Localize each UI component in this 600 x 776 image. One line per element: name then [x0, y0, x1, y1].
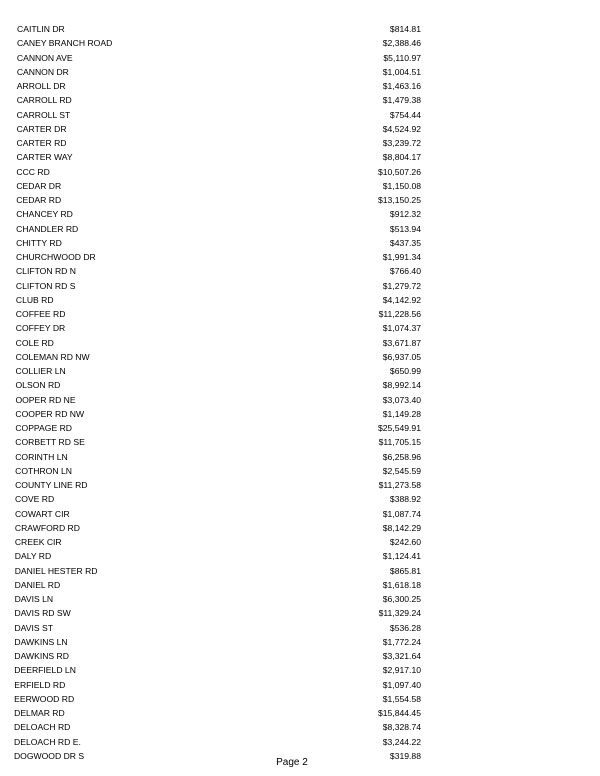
amount-value: $754.44 — [389, 109, 421, 120]
list-item — [0, 136, 600, 150]
list-item — [0, 236, 600, 250]
amount-value: $4,142.92 — [382, 294, 421, 305]
road-name: DELOACH RD — [14, 722, 71, 733]
road-name: CARTER RD — [16, 138, 67, 148]
road-name: CLUB RD — [15, 294, 54, 305]
amount-value: $8,328.74 — [382, 722, 421, 733]
amount-value: $814.81 — [389, 24, 421, 34]
list-item — [0, 378, 600, 392]
amount-value: $437.35 — [389, 237, 421, 248]
list-item — [0, 193, 600, 207]
amount-value: $11,228.56 — [378, 309, 421, 319]
road-name: CLIFTON RD N — [15, 266, 76, 277]
list-item — [0, 350, 600, 364]
list-item — [0, 222, 600, 236]
road-name: CARTER DR — [16, 123, 67, 134]
amount-value: $1,618.18 — [382, 579, 421, 590]
amount-value: $8,804.17 — [382, 152, 421, 163]
road-name: COWART CIR — [14, 508, 70, 519]
list-item — [0, 478, 600, 492]
road-name: ERFIELD RD — [14, 679, 66, 690]
list-item — [0, 521, 600, 535]
road-name: DANIEL RD — [14, 579, 61, 590]
list-item — [0, 592, 600, 606]
amount-value: $3,244.22 — [382, 736, 421, 747]
amount-value: $1,463.16 — [382, 81, 421, 91]
list-item — [0, 250, 600, 264]
amount-value: $1,004.51 — [382, 66, 421, 77]
amount-value: $1,479.38 — [382, 95, 421, 106]
list-item — [0, 150, 600, 164]
list-item — [0, 635, 600, 649]
list-item — [0, 735, 600, 749]
list-item — [0, 663, 600, 677]
amount-value: $6,937.05 — [382, 351, 421, 362]
road-name: CARTER WAY — [16, 152, 73, 163]
amount-value: $8,142.29 — [382, 522, 421, 533]
road-name: COLE RD — [15, 337, 54, 348]
list-item — [0, 307, 600, 321]
list-item — [0, 393, 600, 407]
amount-value: $1,554.58 — [382, 693, 421, 704]
amount-value: $1,772.24 — [382, 636, 421, 647]
list-item — [0, 464, 600, 478]
amount-value: $1,097.40 — [382, 679, 421, 690]
list-item — [0, 336, 600, 350]
road-name: CRAWFORD RD — [14, 522, 80, 533]
list-item — [0, 321, 600, 335]
list-item — [0, 108, 600, 122]
amount-value: $1,124.41 — [382, 551, 421, 562]
road-name: COLEMAN RD NW — [15, 351, 90, 362]
road-name: CANNON AVE — [16, 52, 73, 63]
list-item — [0, 692, 600, 706]
road-name: COUNTY LINE RD — [15, 480, 88, 490]
amount-value: $6,258.96 — [382, 451, 421, 462]
list-item — [0, 22, 600, 36]
list-item — [0, 649, 600, 663]
amount-value: $536.28 — [389, 622, 421, 633]
list-item — [0, 279, 600, 293]
road-name: COLLIER LN — [15, 366, 66, 376]
amount-value: $2,388.46 — [382, 38, 421, 49]
list-item — [0, 706, 600, 720]
amount-value: $3,321.64 — [382, 651, 421, 661]
amount-value: $25,549.91 — [377, 423, 421, 433]
list-item — [0, 492, 600, 506]
road-name: CANEY BRANCH ROAD — [16, 38, 113, 49]
road-name: CAITLIN DR — [17, 24, 65, 34]
road-name: DALY RD — [14, 551, 52, 562]
list-item — [0, 407, 600, 421]
road-name: COOPER RD NW — [15, 408, 85, 419]
list-item — [0, 720, 600, 734]
amount-value: $1,074.37 — [382, 323, 421, 334]
road-name: CORINTH LN — [15, 451, 68, 462]
road-name: COPPAGE RD — [15, 423, 72, 433]
list-item — [0, 678, 600, 692]
amount-value: $1,087.74 — [382, 508, 421, 519]
road-name: OLSON RD — [15, 380, 61, 391]
list-item — [0, 207, 600, 221]
road-name: CARROLL ST — [16, 109, 71, 120]
list-item — [0, 606, 600, 620]
list-item — [0, 293, 600, 307]
page-number: Page 2 — [276, 757, 308, 768]
list-item — [0, 507, 600, 521]
amount-value: $912.32 — [389, 209, 421, 220]
list-item — [0, 578, 600, 592]
amount-value: $2,545.59 — [382, 465, 421, 476]
amount-value: $1,991.34 — [382, 252, 421, 262]
list-item — [0, 165, 600, 179]
amount-value: $6,300.25 — [382, 594, 421, 604]
road-name: DAVIS LN — [14, 594, 54, 604]
amount-value: $4,524.92 — [382, 123, 421, 134]
list-item — [0, 79, 600, 93]
amount-value: $11,329.24 — [378, 608, 421, 619]
amount-value: $1,150.08 — [382, 180, 421, 191]
list-item — [0, 179, 600, 193]
amount-value: $766.40 — [389, 266, 421, 277]
road-name: DEERFIELD LN — [14, 665, 76, 676]
list-item — [0, 421, 600, 435]
list-item — [0, 122, 600, 136]
road-name: DELMAR RD — [14, 708, 65, 718]
list-item — [0, 435, 600, 449]
amount-value: $11,273.58 — [378, 480, 421, 490]
amount-value: $388.92 — [389, 494, 421, 505]
amount-value: $1,149.28 — [382, 408, 421, 419]
road-name: CHURCHWOOD DR — [16, 252, 96, 262]
road-name: COFFEY DR — [15, 323, 66, 334]
list-item — [0, 535, 600, 549]
road-name: ARROLL DR — [16, 81, 66, 91]
amount-value: $3,073.40 — [382, 394, 421, 405]
amount-value: $1,279.72 — [382, 280, 421, 291]
amount-value: $5,110.97 — [383, 52, 421, 63]
road-name: CREEK CIR — [14, 537, 62, 547]
amount-value: $865.81 — [389, 565, 421, 576]
amount-value: $2,917.10 — [382, 665, 421, 676]
amount-value: $8,992.14 — [382, 380, 421, 391]
road-name: DOGWOOD DR S — [13, 750, 85, 761]
road-name: OOPER RD NE — [15, 394, 76, 405]
amount-value: $3,671.87 — [382, 337, 421, 348]
amount-value: $650.99 — [389, 366, 421, 376]
road-name: DAVIS ST — [14, 622, 53, 633]
road-name: CORBETT RD SE — [15, 437, 85, 448]
list-item — [0, 65, 600, 79]
road-name: COVE RD — [15, 494, 55, 505]
list-item — [0, 264, 600, 278]
road-name: CEDAR RD — [16, 195, 62, 205]
road-name: DAWKINS LN — [14, 636, 68, 647]
list-item — [0, 621, 600, 635]
road-name: COFFEE RD — [15, 309, 66, 319]
road-name: DANIEL HESTER RD — [14, 565, 98, 576]
road-name: DELOACH RD E. — [14, 736, 81, 747]
list-item — [0, 549, 600, 563]
road-name: DAVIS RD SW — [14, 608, 71, 619]
road-name: CEDAR DR — [16, 180, 62, 191]
amount-value: $10,507.26 — [377, 166, 421, 177]
list-item — [0, 36, 600, 50]
road-name: CLIFTON RD S — [15, 280, 76, 291]
amount-value: $513.94 — [389, 223, 421, 234]
list-item — [0, 51, 600, 65]
road-name: DAWKINS RD — [14, 651, 69, 661]
list-item — [0, 364, 600, 378]
list-item — [0, 93, 600, 107]
road-name: COTHRON LN — [15, 465, 72, 476]
amount-value: $13,150.25 — [377, 195, 421, 205]
road-name: CARROLL RD — [16, 95, 72, 106]
road-name: CHANDLER RD — [16, 223, 79, 234]
amount-value: $11,705.15 — [378, 437, 421, 448]
road-name: CHITTY RD — [16, 237, 62, 248]
road-name: CANNON DR — [16, 66, 69, 77]
list-item — [0, 450, 600, 464]
list-item — [0, 564, 600, 578]
amount-value: $15,844.45 — [377, 708, 421, 718]
amount-value: $3,239.72 — [382, 138, 421, 148]
road-name: EERWOOD RD — [14, 693, 75, 704]
amount-value: $319.88 — [389, 750, 421, 761]
road-name: CCC RD — [16, 166, 50, 177]
road-name: CHANCEY RD — [16, 209, 73, 220]
amount-value: $242.60 — [389, 537, 421, 547]
